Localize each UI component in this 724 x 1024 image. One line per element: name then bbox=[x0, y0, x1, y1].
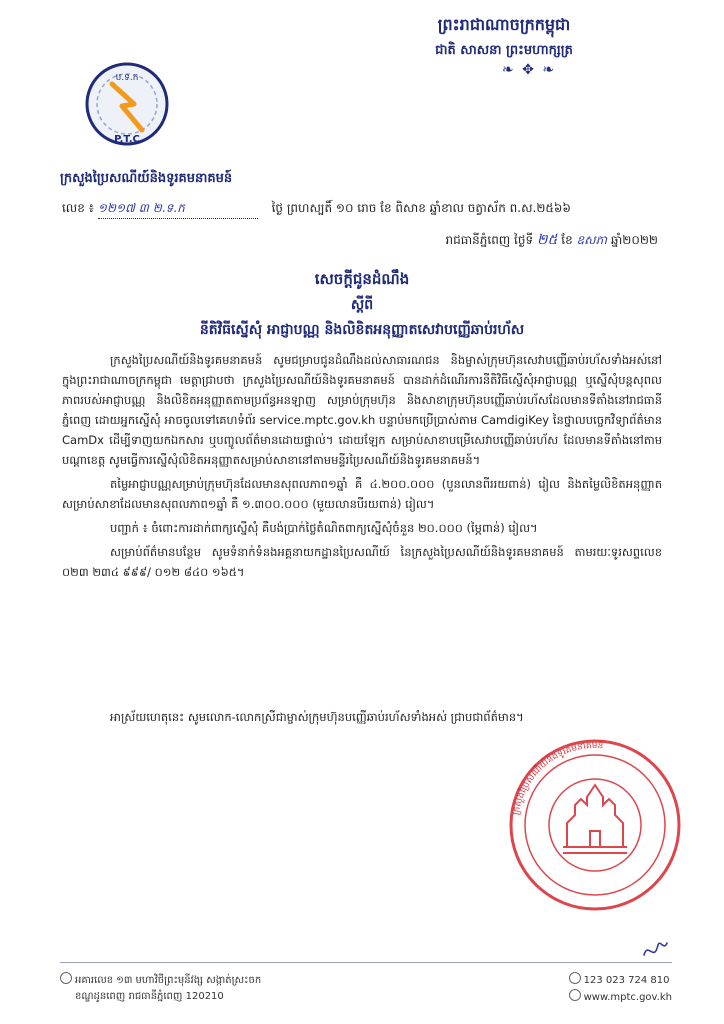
logo-text: P.T.C bbox=[114, 134, 140, 145]
paragraph-1: ក្រសួងប្រៃសណីយ៍និងទូរគមនាគមន៍ សូមជម្រាបជូនដំណឹងដល់សាធារណជន និងម្ចាស់ក្រុមហ៊ុនសេវាបញ្ញើឆាប់រហ័សទាំងអស់នៅក្នុងព្រះរាជាណាចក្រកម្ពុជា មេត្តាជ្រាបថា ក្រសួងប្រៃសណីយ៍និងទូរគមនាគមន៍ បានដាក់ដំណើរការនីតិវិធីស្នើសុំអាជ្ញាបណ្ណ ឬស្នើសុំបន្តសុពលភាពរបស់អាជ្ញាបណ្ណ និងលិខិតអនុញ្ញាតតាមប្រព័ន្ធអនឡាញ សម្រាប់ក្រុមហ៊ុន និងសាខាក្រុមហ៊ុនបញ្ញើឆាប់រហ័សដែលមានទីតាំងនៅរាជធានីភ្នំពេញ ដោយអ្នកស្នើសុំ អាចចូលទៅគេហទំព័រ service.mptc.gov.kh បន្ទាប់មកប្រើប្រាស់តាម CamdigiKey នៃថ្នាលបច្ចេកវិទ្យាព័ត៌មាន CamDx ដើម្បីទាញយកឯកសារ ឬបញ្ចូលព័ត៌មានដោយផ្ទាល់។ ដោយឡែក សម្រាប់សាខាបម្រើសេវាបញ្ញើឆាប់រហ័ស ដែលមានទីតាំងនៅតាមបណ្តាខេត្ត សូមធ្វើការស្នើសុំលិខិតអនុញ្ញាតសម្រាប់សាខានៅតាមមន្ទីរប្រៃសណីយ៍និងទូរគមនាគមន៍។ bbox=[62, 353, 662, 467]
ministry-name: ក្រសួងប្រៃសណីយ៍និងទូរគមនាគមន៍ bbox=[60, 171, 233, 186]
ministry-logo bbox=[82, 60, 172, 152]
ornament-divider: ❧ ✥ ❧ bbox=[501, 62, 556, 78]
footer-website[interactable]: www.mptc.gov.kh bbox=[583, 992, 672, 1003]
ministry-seal bbox=[505, 735, 685, 915]
logo-top-text: ប.ទ.ក bbox=[115, 73, 139, 83]
address-line-2: ខណ្ឌដូនពេញ រាជធានីភ្នំពេញ 120210 bbox=[75, 991, 224, 1002]
globe-icon bbox=[569, 989, 581, 1001]
paragraph-3: បញ្ជាក់ ៖ ចំពោះការដាក់ពាក្យស្នើសុំ គឺបង់ប្រាក់ថ្លៃតំណិតពាក្យស្នើសុំចំនួន ២០.០០០ (ម្ភៃពាន់) រៀល។ bbox=[110, 521, 538, 535]
seal-text: ក្រសួងប្រៃសណីយ៍និងទូរគមនាគមន៍ bbox=[511, 740, 604, 816]
footer-address bbox=[60, 972, 261, 1005]
notice-subject: នីតិវិធីស្នើសុំ អាជ្ញាបណ្ណ និងលិខិតអនុញ្ញាតសេវាបញ្ញើឆាប់រហ័ស bbox=[199, 322, 525, 338]
notice-title: សេចក្តីជូនដំណឹង bbox=[314, 270, 410, 288]
reference-label: លេខ ៖ bbox=[62, 201, 94, 215]
date-day: ២៥ bbox=[536, 232, 558, 248]
closing-sentence: អាស្រ័យហេតុនេះ សូមលោក-លោកស្រីជាម្ចាស់ក្រុមហ៊ុនបញ្ញើឆាប់រហ័សទាំងអស់ ជ្រាបជាព័ត៌មាន។ bbox=[110, 710, 524, 724]
location-icon bbox=[60, 972, 72, 984]
footer-contact bbox=[569, 972, 672, 1006]
address-line-1: អគារលេខ ១៣ មហាវិថីព្រះមុនីវង្ស សង្កាត់ស្រះចក bbox=[75, 975, 262, 986]
date-year: ឆ្នាំ២០២២ bbox=[610, 233, 658, 247]
paragraph-4: សម្រាប់ព័ត៌មានបន្ថែម សូមទំនាក់ទំនងអគ្គនាយកដ្ឋានប្រៃសណីយ៍ នៃក្រសួងប្រៃសណីយ៍និងទូរគមនាគមន៍ តាមរយៈទូរសព្ទលេខ ០២៣ ២៣៤ ៩៩៩/ ០១២ ៨៤០ ១៦៥។ bbox=[62, 545, 662, 579]
place-date-prefix: រាជធានីភ្នំពេញ ថ្ងៃទី bbox=[445, 233, 534, 247]
footer-divider bbox=[60, 962, 672, 963]
motto-heading: ជាតិ សាសនា ព្រះមហាក្សត្រ bbox=[435, 43, 573, 58]
phone-icon bbox=[569, 972, 581, 984]
reference-number: ១២១៧ ៣ ២.ទ.ក bbox=[98, 200, 258, 219]
reference-line bbox=[62, 200, 571, 219]
notice-body bbox=[62, 350, 662, 586]
kingdom-heading: ព្រះរាជាណាចក្រកម្ពុជា bbox=[437, 15, 571, 34]
paragraph-2: តម្លៃអាជ្ញាបណ្ណសម្រាប់ក្រុមហ៊ុនដែលមានសុពលភាព១ឆ្នាំ គឺ ៤.២០០.០០០ (បួនលានពីររយពាន់) រៀល និងតម្លៃលិខិតអនុញ្ញាតសម្រាប់សាខាដែលមានសុពលភាព១ឆ្នាំ គឺ ១.៣០០.០០០ (មួយលានបីរយពាន់) រៀល។ bbox=[62, 477, 662, 511]
date-line bbox=[445, 230, 658, 251]
initial-signature bbox=[640, 935, 670, 965]
date-month: ឧសភា bbox=[576, 233, 607, 247]
footer-phone: 123 023 724 810 bbox=[583, 975, 670, 986]
month-label: ខែ bbox=[561, 233, 573, 247]
notice-subject-label: ស្តីពី bbox=[350, 297, 374, 313]
lunar-date: ថ្ងៃ ព្រហស្បតិ៍ ១០ រោច ខែ ពិសាខ ឆ្នាំខាល ចត្វាស័ក ព.ស.២៥៦៦ bbox=[271, 201, 571, 215]
